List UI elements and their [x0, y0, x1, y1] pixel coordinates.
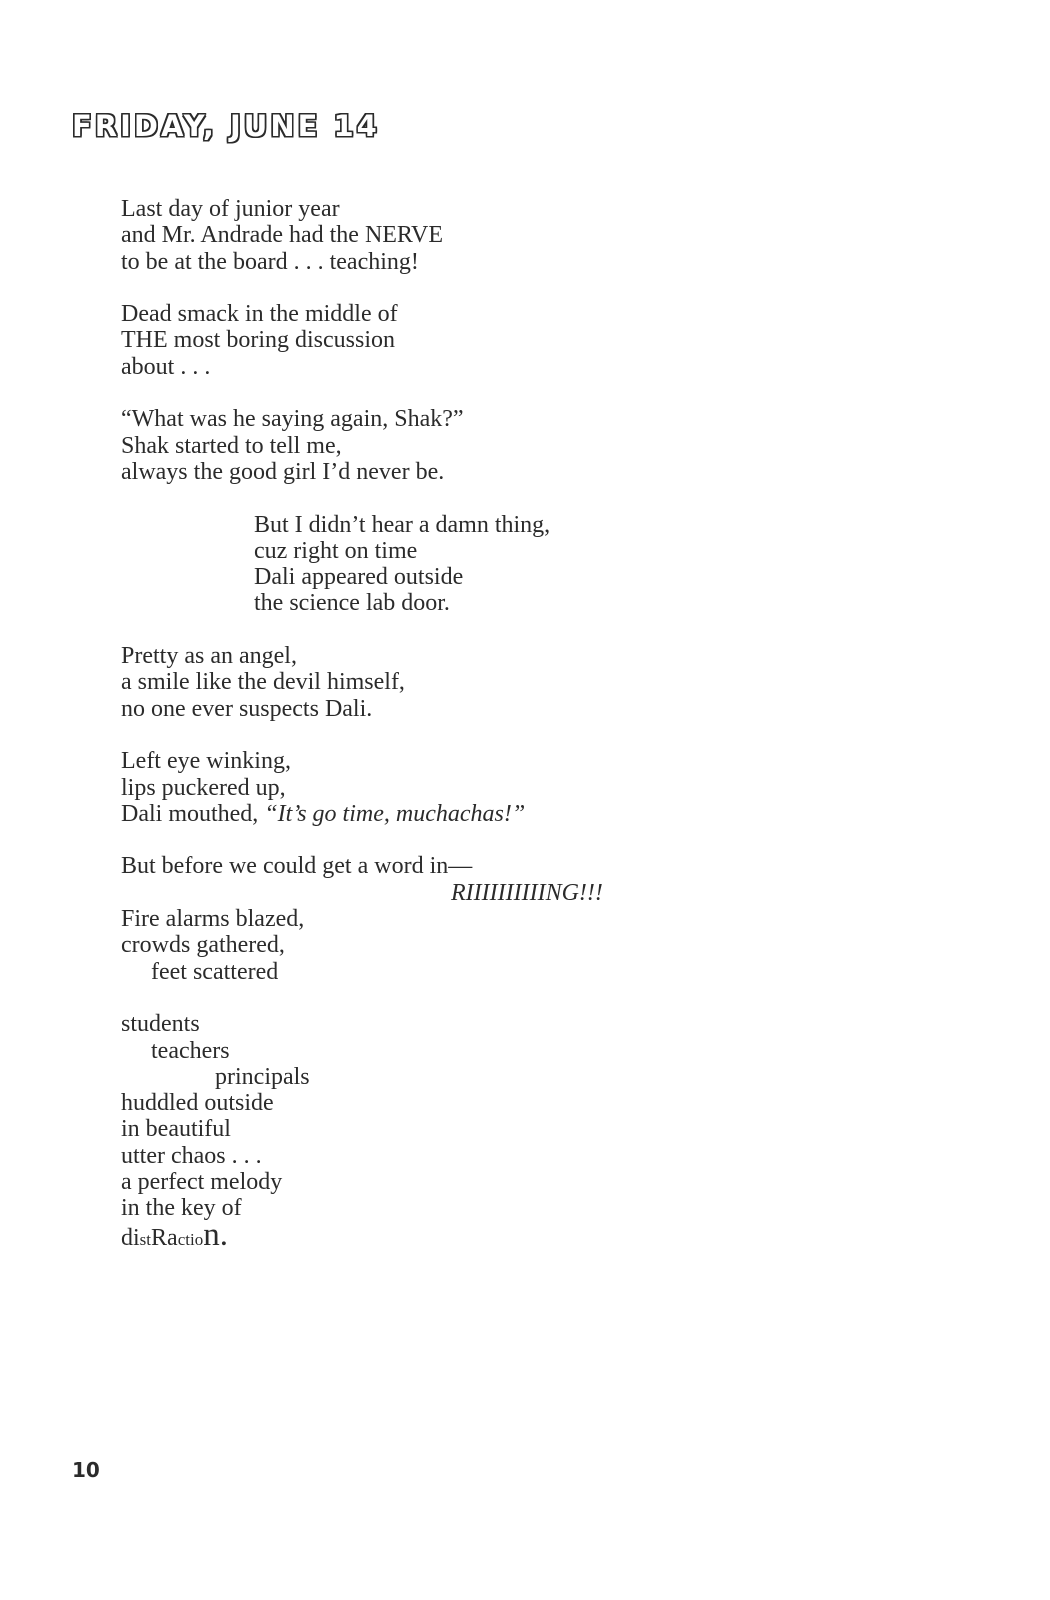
distraction-fragment: R [151, 1224, 168, 1251]
poem-body [121, 196, 761, 1253]
poem-line: teachers [151, 1037, 230, 1064]
distraction-fragment: o [194, 1229, 204, 1249]
distraction-fragment: t [146, 1229, 152, 1249]
poem-line: in the key of [121, 1195, 242, 1222]
poem-line: “What was he saying again, Shak?” [121, 406, 464, 433]
poem-line: Last day of junior year [121, 196, 340, 222]
poem-line: THE most boring discussion [121, 327, 395, 354]
mouthed-text: Dali mouthed, [121, 800, 265, 827]
distraction-fragment: cti [177, 1229, 195, 1249]
poem-line: a perfect melody [121, 1168, 283, 1195]
poem-line: utter chaos . . . [121, 1142, 262, 1169]
poem-line: cuz right on time [254, 537, 418, 564]
poem-line: no one ever suspects Dali. [121, 695, 373, 722]
poem-line: But I didn’t hear a damn thing, [254, 511, 551, 538]
poem-line: huddled outside [121, 1090, 274, 1117]
page-number: 10 [72, 1458, 100, 1482]
poem-line: Dead smack in the middle of [121, 301, 398, 328]
distraction-word [121, 1216, 228, 1253]
poem-line: and Mr. Andrade had the NERVE [121, 222, 444, 249]
distraction-line [121, 1216, 761, 1253]
poem-line: about . . . [121, 353, 211, 380]
poem-line: Left eye winking, [121, 748, 291, 775]
ring-line: RIIIIIIIIIING!!! [451, 879, 603, 906]
poem-line [121, 801, 761, 827]
distraction-fragment: s [139, 1229, 147, 1249]
poem-line: in beautiful [121, 1116, 231, 1143]
distraction-fragment: n. [203, 1216, 228, 1253]
chapter-heading: FRIDAY, JUNE 14 [72, 109, 380, 143]
poem-line: to be at the board . . . teaching! [121, 248, 419, 275]
poem-line: crowds gathered, [121, 932, 285, 959]
poem-line: But before we could get a word in— [121, 853, 473, 880]
poem-line: Pretty as an angel, [121, 643, 297, 670]
quote-text: “It’s go time, muchachas!” [264, 800, 526, 827]
distraction-fragment: di [121, 1224, 140, 1251]
poem-line: Dali appeared outside [254, 564, 464, 591]
poem-line: Shak started to tell me, [121, 432, 342, 459]
poem-line: a smile like the devil himself, [121, 669, 405, 696]
poem-line: always the good girl I’d never be. [121, 458, 445, 485]
poem-line: the science lab door. [254, 590, 450, 617]
distraction-fragment: a [167, 1224, 178, 1251]
poem-line: principals [215, 1063, 310, 1090]
poem-line: Fire alarms blazed, [121, 906, 305, 933]
poem-line: feet scattered [151, 958, 279, 985]
poem-line: lips puckered up, [121, 774, 286, 801]
poem-line: students [121, 1011, 200, 1038]
